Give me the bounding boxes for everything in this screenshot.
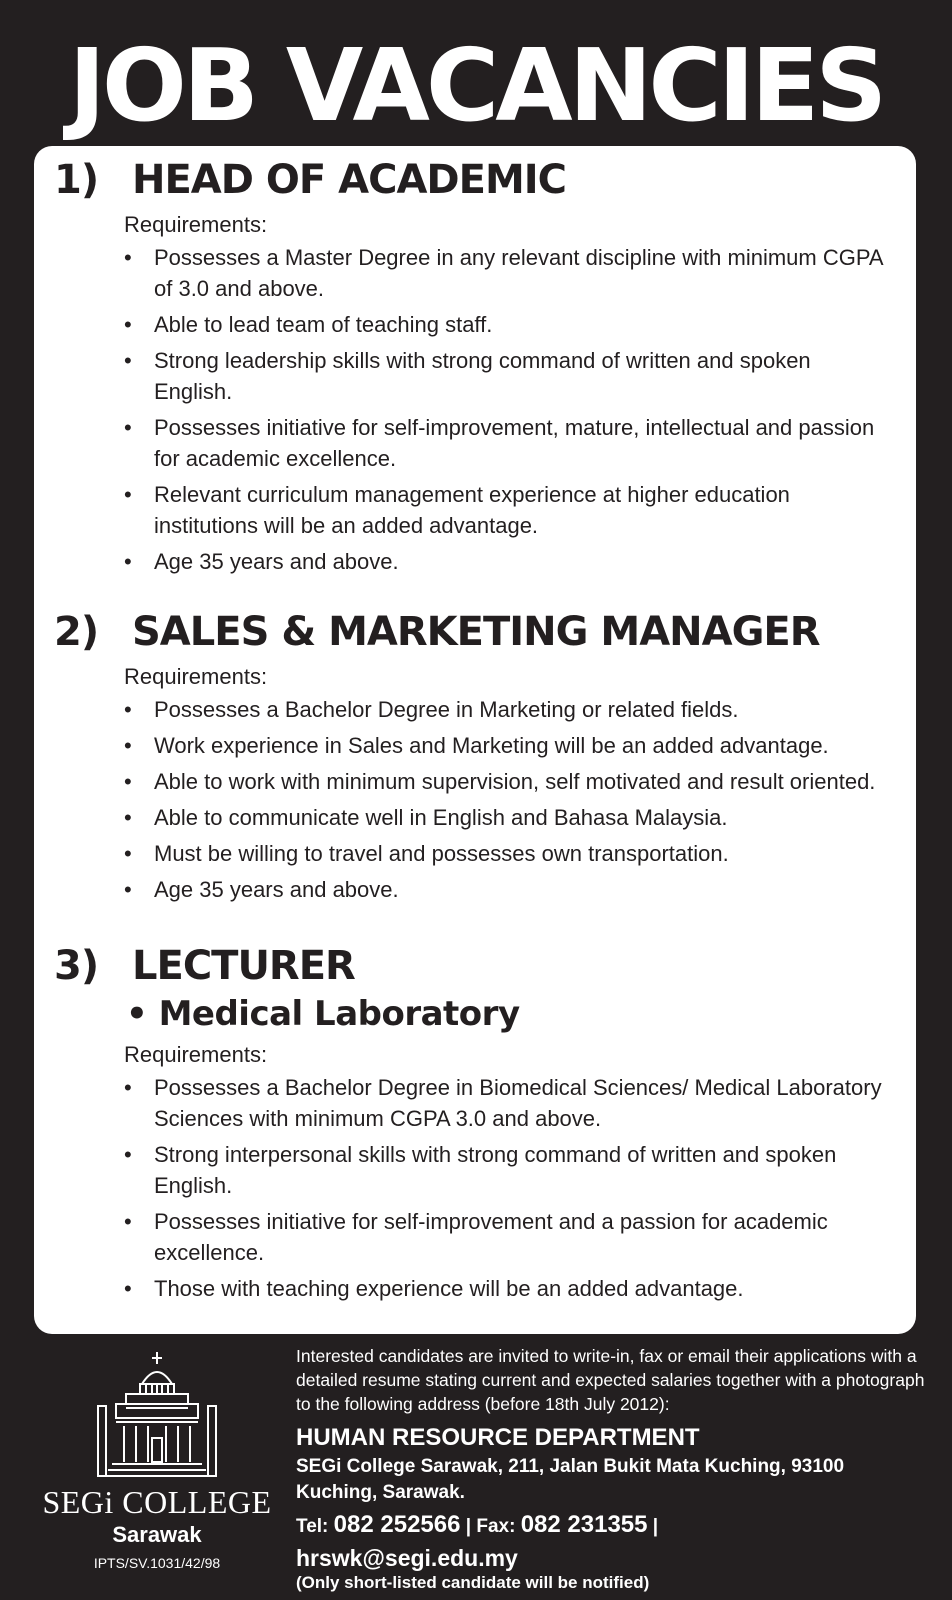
bullet-icon: • xyxy=(124,549,132,574)
tel-number: 082 252566 xyxy=(333,1511,461,1538)
requirement-item xyxy=(124,1072,884,1134)
bullet-icon: • xyxy=(124,312,132,337)
bullet-icon: • xyxy=(124,769,132,794)
segi-college-logo xyxy=(26,1350,288,1580)
fax-number: 082 231355 xyxy=(520,1511,648,1538)
requirement-item xyxy=(124,242,884,304)
bullet-icon: • xyxy=(124,697,132,722)
requirements-label: Requirements: xyxy=(124,1042,268,1067)
requirement-text: Possesses a Master Degree in any relevant discipline with minimum CGPA of 3.0 and above. xyxy=(154,245,883,301)
requirement-item xyxy=(124,1139,884,1201)
job-title: LECTURER xyxy=(132,943,355,989)
requirement-item xyxy=(124,838,884,869)
tel-label: Tel: xyxy=(296,1516,329,1537)
job-heading xyxy=(34,154,916,206)
requirement-item xyxy=(124,546,884,577)
requirement-text: Age 35 years and above. xyxy=(154,877,399,902)
requirements-list xyxy=(34,1072,916,1304)
bullet-icon: • xyxy=(124,482,132,507)
bullet-icon: • xyxy=(124,1075,132,1100)
job-section-head-of-academic xyxy=(34,154,916,582)
bullet-icon: • xyxy=(124,1209,132,1234)
job-title: SALES & MARKETING MANAGER xyxy=(132,609,820,655)
separator: | xyxy=(465,1516,472,1537)
job-title: HEAD OF ACADEMIC xyxy=(132,157,566,203)
mailing-address: SEGi College Sarawak, 211, Jalan Bukit Mata Kuching, 93100 Kuching, Sarawak. xyxy=(296,1456,845,1503)
page-title: JOB VACANCIES xyxy=(68,27,884,144)
vacancies-card xyxy=(34,146,916,1334)
requirement-item xyxy=(124,345,884,407)
job-section-lecturer xyxy=(34,940,916,1309)
requirement-text: Strong interpersonal skills with strong command of written and spoken English. xyxy=(154,1142,837,1198)
job-heading xyxy=(34,940,916,992)
application-instructions: Interested candidates are invited to write-in, fax or email their applications with a detailed resume stating current and expected salaries together with a photograph to the following address (before 18th July 2012): xyxy=(296,1346,925,1414)
logo-campus-name: Sarawak xyxy=(112,1522,202,1547)
application-info xyxy=(296,1344,936,1594)
requirement-text: Possesses a Bachelor Degree in Biomedical Sciences/ Medical Laboratory Sciences with minimum CGPA 3.0 and above. xyxy=(154,1075,882,1131)
email-address: hrswk@segi.edu.my xyxy=(296,1545,518,1571)
requirement-item xyxy=(124,412,884,474)
requirement-text: Age 35 years and above. xyxy=(154,549,399,574)
requirement-item xyxy=(124,874,884,905)
registration-number: IPTS/SV.1031/42/98 xyxy=(93,1555,221,1571)
requirement-item xyxy=(124,730,884,761)
requirement-item xyxy=(124,479,884,541)
requirements-list xyxy=(34,242,916,577)
bullet-icon: • xyxy=(124,415,132,440)
job-subtitle: • Medical Laboratory xyxy=(126,994,520,1034)
requirement-text: Work experience in Sales and Marketing will be an added advantage. xyxy=(154,733,829,758)
bullet-icon: • xyxy=(124,877,132,902)
job-number: 3) xyxy=(54,943,99,989)
bullet-icon: • xyxy=(124,1276,132,1301)
job-number: 1) xyxy=(54,157,99,203)
requirement-item xyxy=(124,1273,884,1304)
requirements-label: Requirements: xyxy=(124,212,268,237)
requirement-text: Able to work with minimum supervision, self motivated and result oriented. xyxy=(154,769,876,794)
job-number: 2) xyxy=(54,609,99,655)
bullet-icon: • xyxy=(124,733,132,758)
requirement-text: Relevant curriculum management experience at higher education institutions will be an added advantage. xyxy=(154,482,790,538)
bullet-icon: • xyxy=(124,245,132,270)
job-heading xyxy=(34,606,916,658)
job-section-sales-marketing-manager xyxy=(34,606,916,910)
requirement-item xyxy=(124,766,884,797)
department-name: HUMAN RESOURCE DEPARTMENT xyxy=(296,1424,700,1451)
requirement-text: Able to lead team of teaching staff. xyxy=(154,312,493,337)
requirement-text: Strong leadership skills with strong command of written and spoken English. xyxy=(154,348,811,404)
requirement-item xyxy=(124,802,884,833)
fax-label: Fax: xyxy=(476,1516,516,1537)
requirement-text: Possesses initiative for self-improvement and a passion for academic excellence. xyxy=(154,1209,828,1265)
requirements-label: Requirements: xyxy=(124,664,268,689)
bullet-icon: • xyxy=(124,1142,132,1167)
requirement-text: Possesses a Bachelor Degree in Marketing or related fields. xyxy=(154,697,739,722)
logo-college-name: SEGi COLLEGE xyxy=(42,1484,272,1520)
shortlist-note: (Only short-listed candidate will be notified) xyxy=(296,1573,650,1592)
contact-numbers xyxy=(296,1508,936,1544)
requirement-item xyxy=(124,694,884,725)
bullet-icon: • xyxy=(124,805,132,830)
separator: | xyxy=(652,1516,659,1537)
requirement-text: Able to communicate well in English and Bahasa Malaysia. xyxy=(154,805,728,830)
bullet-icon: • xyxy=(124,841,132,866)
requirement-item xyxy=(124,309,884,340)
requirement-text: Possesses initiative for self-improvement, mature, intellectual and passion for academic excellence. xyxy=(154,415,875,471)
requirement-text: Must be willing to travel and possesses own transportation. xyxy=(154,841,729,866)
footer xyxy=(0,1334,952,1600)
requirement-text: Those with teaching experience will be an added advantage. xyxy=(154,1276,744,1301)
requirements-list xyxy=(34,694,916,905)
requirement-item xyxy=(124,1206,884,1268)
college-building-icon xyxy=(96,1350,218,1478)
bullet-icon: • xyxy=(124,348,132,373)
